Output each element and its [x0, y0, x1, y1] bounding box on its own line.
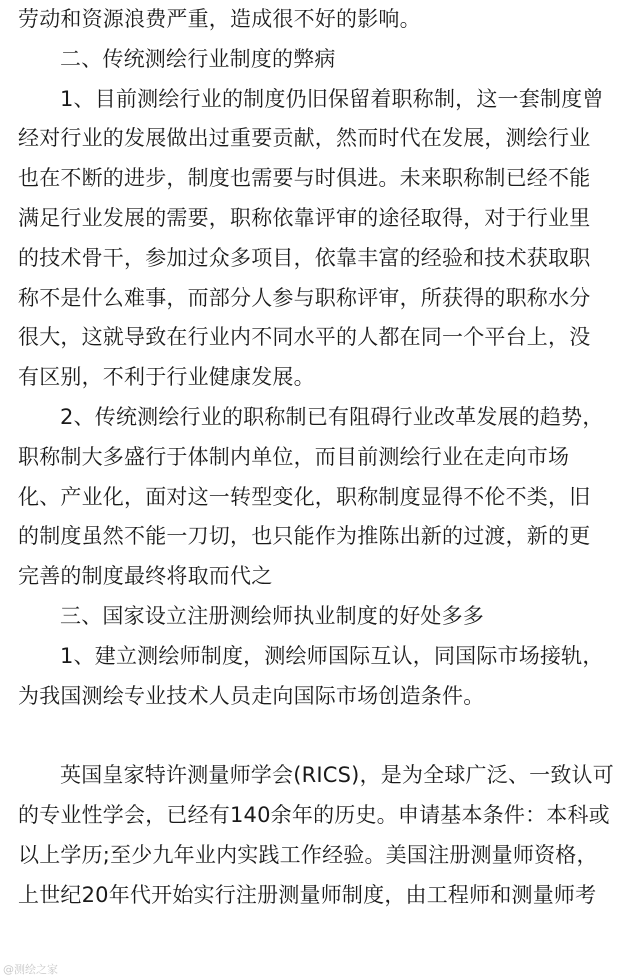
- text-line: 2、传统测绘行业的职称制已有阻碍行业改革发展的趋势，: [60, 404, 604, 429]
- text-line: 1、建立测绘师制度，测绘师国际互认，同国际市场接轨，: [60, 643, 604, 668]
- text-line: 化、产业化，面对这一转型变化，职称制度显得不伦不类，旧: [18, 484, 591, 509]
- text-line: 职称制大多盛行于体制内单位，而目前测绘行业在走向市场: [18, 444, 570, 469]
- text-line: 满足行业发展的需要，职称依靠评审的途径取得，对于行业里: [18, 205, 591, 230]
- text-line: 的制度虽然不能一刀切，也只能作为推陈出新的过渡，新的更: [18, 524, 591, 549]
- text-line: 完善的制度最终将取而代之: [18, 564, 273, 589]
- text-line: 以上学历;至少九年业内实践工作经验。美国注册测量师资格，: [18, 842, 598, 867]
- text-line: 经对行业的发展做出过重要贡献，然而时代在发展，测绘行业: [18, 126, 591, 151]
- text-line: 称不是什么难事，而部分人参与职称评审，所获得的职称水分: [18, 285, 591, 310]
- text-line: 上世纪20年代开始实行注册测量师制度，由工程师和测量师考: [18, 882, 597, 907]
- section-heading-2: 二、传统测绘行业制度的弊病: [60, 46, 336, 71]
- blank-line: [18, 716, 620, 756]
- section-heading-3: 三、国家设立注册测绘师执业制度的好处多多: [60, 603, 484, 628]
- document-body: [18, 0, 620, 915]
- text-line: 劳动和资源浪费严重，造成很不好的影响。: [18, 7, 421, 31]
- text-line: 为我国测绘专业技术人员走向国际市场创造条件。: [18, 683, 485, 708]
- watermark-text: @测绘之家: [3, 963, 58, 976]
- text-line: 的专业性学会，已经有140余年的历史。申请基本条件：本科或: [18, 802, 610, 827]
- text-line: 英国皇家特许测量师学会(RICS)，是为全球广泛、一致认可: [60, 763, 614, 788]
- text-line: 1、目前测绘行业的制度仍旧保留着职称制，这一套制度曾: [60, 86, 604, 111]
- text-line: 有区别，不利于行业健康发展。: [18, 365, 315, 390]
- text-line: 的技术骨干，参加过众多项目，依靠丰富的经验和技术获取职: [18, 245, 591, 270]
- text-line: 很大，这就导致在行业内不同水平的人都在同一个平台上，没: [18, 325, 591, 350]
- text-line: 也在不断的进步，制度也需要与时俱进。未来职称制已经不能: [18, 166, 591, 191]
